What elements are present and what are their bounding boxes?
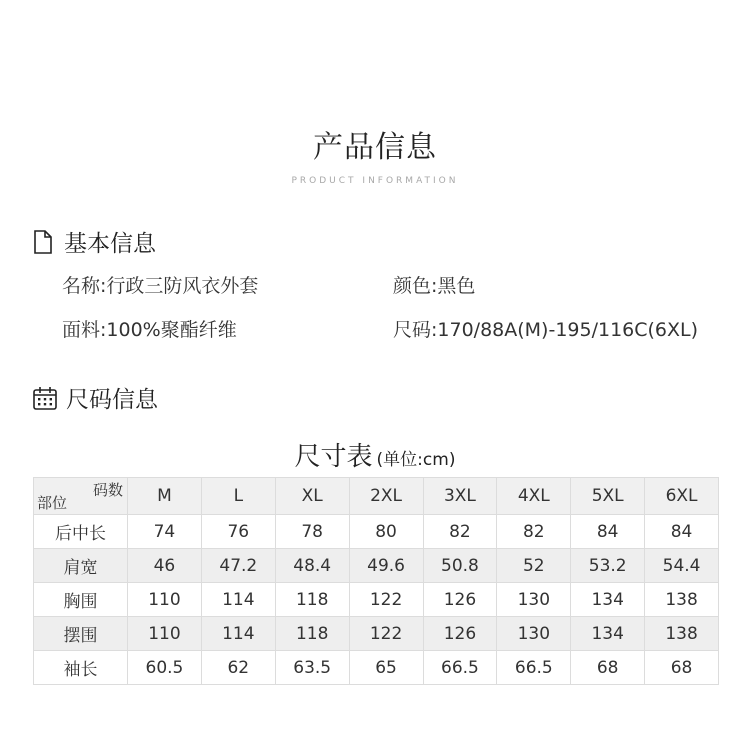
row-label: 后中长 — [34, 515, 128, 549]
table-cell: 134 — [571, 617, 645, 651]
table-cell: 46 — [128, 549, 202, 583]
table-cell: 118 — [275, 617, 349, 651]
size-chart-title-main: 尺寸表 — [294, 442, 373, 472]
size-column-header: 5XL — [571, 478, 645, 515]
table-cell: 126 — [423, 617, 497, 651]
table-cell: 78 — [275, 515, 349, 549]
table-cell: 114 — [201, 617, 275, 651]
table-cell: 82 — [497, 515, 571, 549]
corner-size-label: 码数 — [92, 481, 123, 499]
table-cell: 82 — [423, 515, 497, 549]
table-cell: 68 — [571, 651, 645, 685]
table-row — [34, 549, 719, 583]
size-column-header: L — [201, 478, 275, 515]
table-cell: 118 — [275, 583, 349, 617]
size-table-header-row — [34, 478, 719, 515]
table-cell: 50.8 — [423, 549, 497, 583]
table-cell: 52 — [497, 549, 571, 583]
table-cell: 134 — [571, 583, 645, 617]
row-label: 肩宽 — [34, 549, 128, 583]
table-cell: 66.5 — [497, 651, 571, 685]
size-column-header: 6XL — [645, 478, 719, 515]
table-cell: 54.4 — [645, 549, 719, 583]
table-cell: 122 — [349, 583, 423, 617]
table-cell: 138 — [645, 617, 719, 651]
document-icon — [30, 229, 56, 255]
table-cell: 126 — [423, 583, 497, 617]
row-label: 袖长 — [34, 651, 128, 685]
table-cell: 48.4 — [275, 549, 349, 583]
table-row — [34, 617, 719, 651]
table-cell: 49.6 — [349, 549, 423, 583]
table-cell: 68 — [645, 651, 719, 685]
size-info-heading-label: 尺码信息 — [66, 387, 158, 413]
table-cell: 114 — [201, 583, 275, 617]
table-cell: 138 — [645, 583, 719, 617]
table-cell: 80 — [349, 515, 423, 549]
size-column-header: M — [128, 478, 202, 515]
size-chart-title — [0, 436, 750, 473]
table-cell: 62 — [201, 651, 275, 685]
table-cell: 84 — [571, 515, 645, 549]
table-cell: 66.5 — [423, 651, 497, 685]
size-column-header: XL — [275, 478, 349, 515]
table-cell: 74 — [128, 515, 202, 549]
table-cell: 47.2 — [201, 549, 275, 583]
table-cell: 110 — [128, 583, 202, 617]
table-cell: 84 — [645, 515, 719, 549]
size-table-body — [34, 515, 719, 685]
calendar-icon — [32, 385, 58, 411]
product-color: 颜色:黑色 — [393, 275, 476, 297]
table-row — [34, 515, 719, 549]
page-title: 产品信息 — [313, 130, 437, 165]
basic-info-heading — [30, 225, 156, 258]
basic-info-heading-label: 基本信息 — [64, 231, 156, 257]
table-cell: 110 — [128, 617, 202, 651]
table-cell: 130 — [497, 583, 571, 617]
size-column-header: 2XL — [349, 478, 423, 515]
table-cell: 65 — [349, 651, 423, 685]
table-cell: 76 — [201, 515, 275, 549]
size-column-header: 3XL — [423, 478, 497, 515]
table-cell: 53.2 — [571, 549, 645, 583]
size-info-heading — [32, 381, 158, 414]
table-row — [34, 651, 719, 685]
row-label: 摆围 — [34, 617, 128, 651]
table-cell: 63.5 — [275, 651, 349, 685]
size-column-header: 4XL — [497, 478, 571, 515]
product-material: 面料:100%聚酯纤维 — [62, 319, 237, 341]
row-label: 胸围 — [34, 583, 128, 617]
table-cell: 122 — [349, 617, 423, 651]
product-name: 名称:行政三防风衣外套 — [62, 275, 259, 297]
size-table — [33, 477, 719, 685]
table-cell: 130 — [497, 617, 571, 651]
corner-part-label: 部位 — [37, 494, 68, 512]
table-row — [34, 583, 719, 617]
size-table-corner — [34, 478, 128, 515]
table-cell: 60.5 — [128, 651, 202, 685]
size-chart-unit: (单位:cm) — [376, 450, 456, 470]
page-subtitle: PRODUCT INFORMATION — [291, 176, 459, 186]
product-size-range: 尺码:170/88A(M)-195/116C(6XL) — [393, 319, 699, 341]
